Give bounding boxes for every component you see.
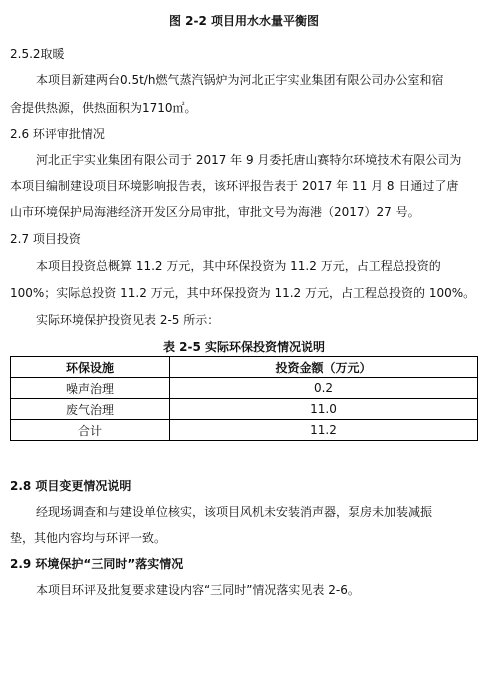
table-header-row (11, 357, 478, 378)
paragraph-line: 实际环境保护投资见表 2-5 所示： (36, 313, 220, 327)
table-cell: 噪声治理 (11, 378, 170, 399)
section-heading-2-7: 2.7 项目投资 (10, 232, 81, 246)
table-header-cell: 投资金额（万元） (170, 357, 478, 378)
table-cell: 0.2 (170, 378, 478, 399)
section-heading-2-9: 2.9 环境保护“三同时”落实情况 (10, 557, 184, 571)
paragraph-line: 本项目环评及批复要求建设内容“三同时”情况落实见表 2-6。 (36, 583, 360, 597)
paragraph-line: 山市环境保护局海港经济开发区分局审批，审批文号为海港（2017）27 号。 (10, 205, 420, 219)
paragraph-line: 本项目编制建设项目环境影响报告表，该环评报告表于 2017 年 11 月 8 日通过了唐 (10, 179, 459, 193)
table-row (11, 399, 478, 420)
figure-caption: 图 2-2 项目用水水量平衡图 (168, 14, 320, 28)
table-cell: 合计 (11, 420, 170, 441)
investment-table (10, 356, 478, 441)
section-heading-2-6: 2.6 环评审批情况 (10, 127, 105, 141)
table-row (11, 420, 478, 441)
paragraph-line: 经现场调查和与建设单位核实，该项目风机未安装消声器，泵房未加装减振 (36, 505, 433, 519)
paragraph-line: 河北正宇实业集团有限公司于 2017 年 9 月委托唐山赛特尔环境技术有限公司为 (36, 153, 462, 167)
paragraph-line: 舍提供热源，供热面积为1710㎡。 (10, 101, 197, 115)
paragraph-line: 本项目投资总概算 11.2 万元，其中环保投资为 11.2 万元，占工程总投资的 (36, 259, 441, 273)
table-header-cell: 环保设施 (11, 357, 170, 378)
section-heading-2-5-2: 2.5.2取暖 (10, 47, 65, 61)
table-cell: 11.0 (170, 399, 478, 420)
paragraph-line: 本项目新建两台0.5t/h燃气蒸汽锅炉为河北正宇实业集团有限公司办公室和宿 (36, 73, 444, 87)
paragraph-line: 100%；实际总投资 11.2 万元，其中环保投资为 11.2 万元，占工程总投资的 100%。 (10, 286, 476, 300)
section-heading-2-8: 2.8 项目变更情况说明 (10, 479, 132, 493)
paragraph-line: 垫，其他内容均与环评一致。 (10, 531, 167, 545)
table-cell: 11.2 (170, 420, 478, 441)
table-cell: 废气治理 (11, 399, 170, 420)
table-caption: 表 2-5 实际环保投资情况说明 (162, 340, 326, 354)
table-row (11, 378, 478, 399)
